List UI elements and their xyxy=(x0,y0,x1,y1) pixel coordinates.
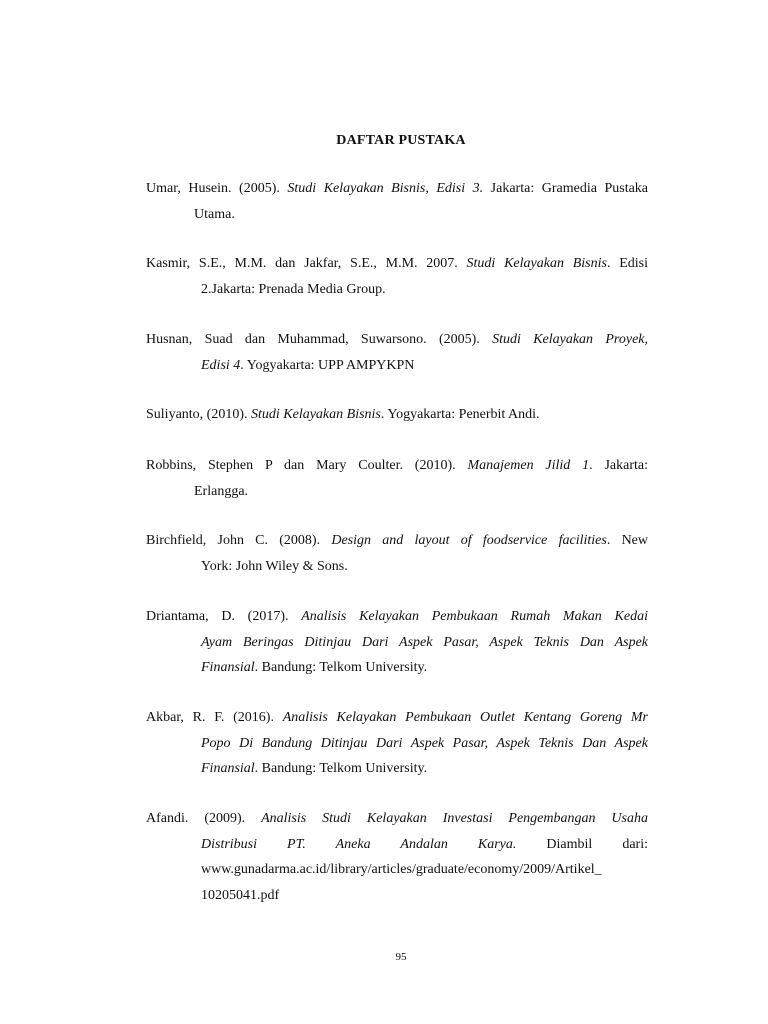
reference-entry xyxy=(146,327,648,378)
reference-entry xyxy=(146,453,648,504)
reference-line: Afandi. (2009). Analisis Studi Kelayakan Investasi Pengembangan Usaha xyxy=(146,811,648,826)
reference-line: Husnan, Suad dan Muhammad, Suwarsono. (2005). Studi Kelayakan Proyek, xyxy=(146,332,648,347)
reference-line: Finansial. Bandung: Telkom University. xyxy=(201,660,428,675)
reference-line: Driantama, D. (2017). Analisis Kelayakan Pembukaan Rumah Makan Kedai xyxy=(146,609,648,624)
reference-entry xyxy=(146,176,648,227)
reference-line: Erlangga. xyxy=(194,483,249,499)
reference-line: Robbins, Stephen P dan Mary Coulter. (2010). Manajemen Jilid 1. Jakarta: xyxy=(146,458,648,473)
reference-entry xyxy=(146,705,648,782)
reference-line: 2.Jakarta: Prenada Media Group. xyxy=(201,281,386,297)
reference-line: Kasmir, S.E., M.M. dan Jakfar, S.E., M.M. 2007. Studi Kelayakan Bisnis. Edisi xyxy=(146,256,648,271)
reference-line: Akbar, R. F. (2016). Analisis Kelayakan Pembukaan Outlet Kentang Goreng Mr xyxy=(146,710,648,725)
reference-entry xyxy=(146,806,648,908)
reference-line: Utama. xyxy=(194,206,235,222)
page-title: DAFTAR PUSTAKA xyxy=(336,133,466,148)
reference-line: Finansial. Bandung: Telkom University. xyxy=(201,761,428,776)
reference-entry xyxy=(146,402,648,428)
reference-entry xyxy=(146,251,648,302)
reference-line: Ayam Beringas Ditinjau Dari Aspek Pasar, Aspek Teknis Dan Aspek xyxy=(201,634,648,650)
reference-line: Edisi 4. Yogyakarta: UPP AMPYKPN xyxy=(201,357,415,373)
reference-line: Distribusi PT. Aneka Andalan Karya. Diambil dari: xyxy=(201,836,648,852)
reference-url-line: www.gunadarma.ac.id/library/articles/graduate/economy/2009/Artikel_ xyxy=(201,862,602,877)
reference-url-line: 10205041.pdf xyxy=(201,887,280,903)
reference-line: Suliyanto, (2010). Studi Kelayakan Bisnis. Yogyakarta: Penerbit Andi. xyxy=(146,407,540,422)
reference-line: York: John Wiley & Sons. xyxy=(201,558,348,574)
reference-entry xyxy=(146,604,648,681)
reference-entry xyxy=(146,528,648,579)
reference-line: Umar, Husein. (2005). Studi Kelayakan Bisnis, Edisi 3. Jakarta: Gramedia Pustaka xyxy=(146,181,648,196)
reference-line: Popo Di Bandung Ditinjau Dari Aspek Pasar, Aspek Teknis Dan Aspek xyxy=(201,735,648,751)
page-number: 95 xyxy=(395,951,407,963)
reference-line: Birchfield, John C. (2008). Design and layout of foodservice facilities. New xyxy=(146,533,648,548)
